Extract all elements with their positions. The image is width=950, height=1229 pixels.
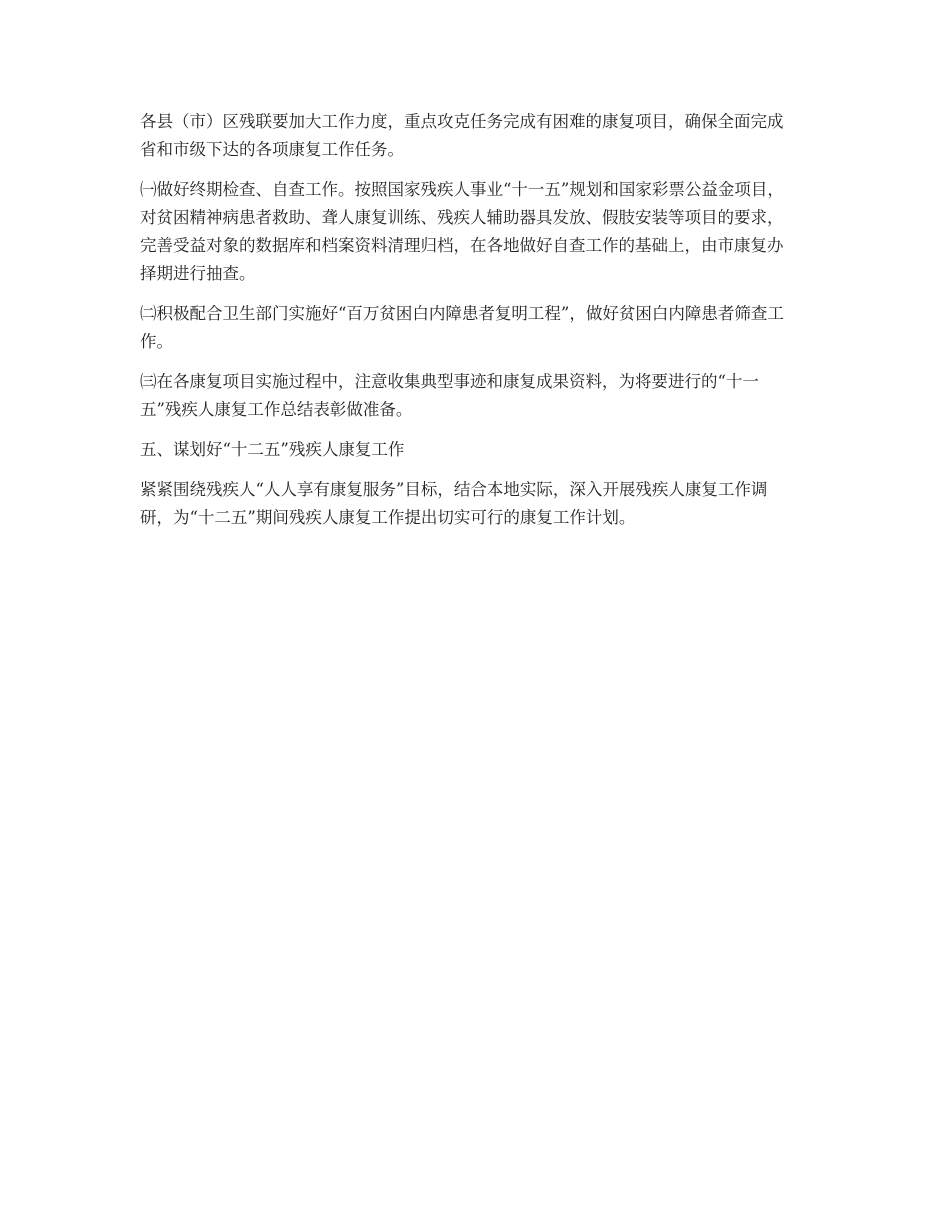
text-line: 省和市级下达的各项康复工作任务。 xyxy=(140,140,404,159)
paragraph-final-inspection xyxy=(140,176,810,288)
paragraph-cataract-project xyxy=(140,300,810,356)
text-line: 择期进行抽查。 xyxy=(140,264,256,283)
text-line: 五、谋划好“十二五”残疾人康复工作 xyxy=(140,440,405,459)
text-line: ㈡积极配合卫生部门实施好“百万贫困白内障患者复明工程”，做好贫困白内障患者筛查工 xyxy=(140,304,784,323)
text-line: 完善受益对象的数据库和档案资料清理归档，在各地做好自查工作的基础上，由市康复办 xyxy=(140,236,784,255)
paragraph-twelfth-plan xyxy=(140,476,810,532)
text-line: 紧紧围绕残疾人“人人享有康复服务”目标，结合本地实际，深入开展残疾人康复工作调 xyxy=(140,480,768,499)
text-line: 各县（市）区残联要加大工作力度，重点攻克任务完成有困难的康复项目，确保全面完成 xyxy=(140,112,784,131)
text-line: 五”残疾人康复工作总结表彰做准备。 xyxy=(140,400,413,419)
paragraph-collect-materials xyxy=(140,368,810,424)
document-body xyxy=(140,108,810,544)
text-line: ㈠做好终期检查、自查工作。按照国家残疾人事业“十一五”规划和国家彩票公益金项目， xyxy=(140,180,784,199)
text-line: ㈢在各康复项目实施过程中，注意收集典型事迹和康复成果资料，为将要进行的“十一 xyxy=(140,372,759,391)
text-line: 对贫困精神病患者救助、聋人康复训练、残疾人辅助器具发放、假肢安装等项目的要求， xyxy=(140,208,784,227)
text-line: 作。 xyxy=(140,332,173,351)
section-heading-five xyxy=(140,436,810,464)
text-line: 研，为“十二五”期间残疾人康复工作提出切实可行的康复工作计划。 xyxy=(140,508,636,527)
paragraph-county-tasks xyxy=(140,108,810,164)
